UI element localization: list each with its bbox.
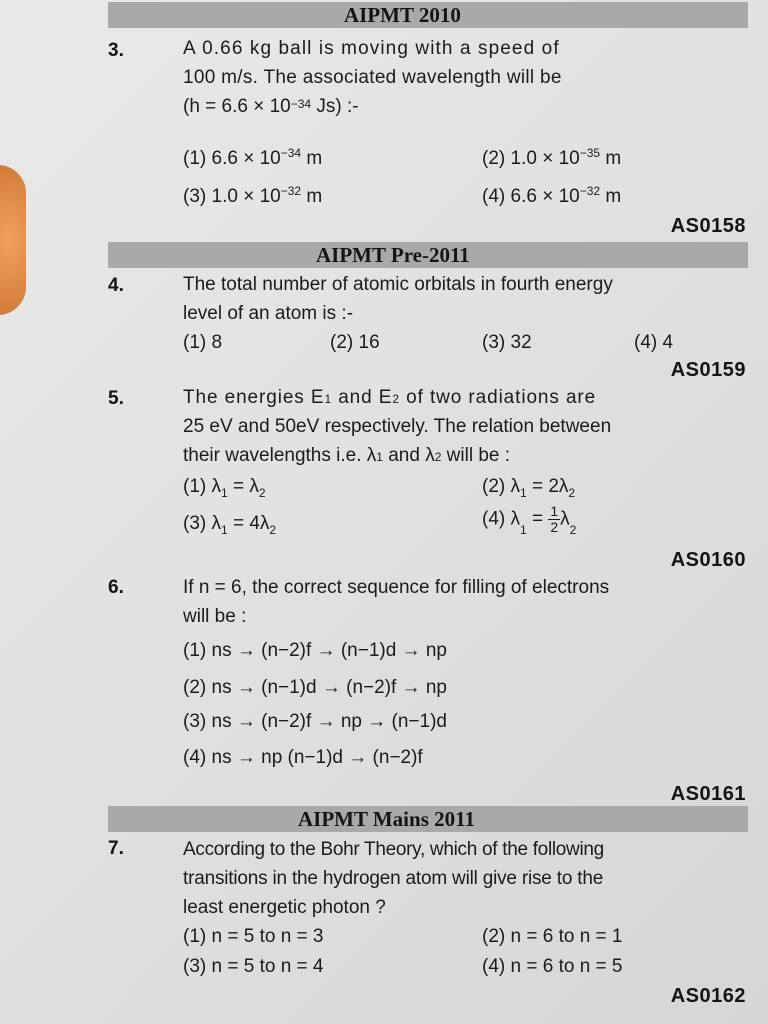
question-text-line xyxy=(183,441,753,470)
question-text-line: The total number of atomic orbitals in fourth energy xyxy=(183,274,613,295)
formula-text: Js) :- xyxy=(311,96,359,117)
exponent: −34 xyxy=(280,146,302,160)
exponent: −35 xyxy=(579,146,601,160)
option-unit: m xyxy=(600,148,622,169)
section-banner-aipmt-mains-2011 xyxy=(108,806,748,832)
text-fragment: = 4λ xyxy=(227,513,270,534)
option-label: (1) λ xyxy=(183,476,221,497)
option-label: (3) 1.0 × 10 xyxy=(183,186,281,207)
section-banner-aipmt-2010 xyxy=(108,2,748,28)
question-4-text xyxy=(183,270,753,328)
option-2[interactable] xyxy=(482,476,575,498)
fraction-numerator: 1 xyxy=(550,503,559,519)
subscript: 2 xyxy=(269,523,277,537)
question-text-line: According to the Bohr Theory, which of the following xyxy=(183,839,604,860)
text-fragment: and E xyxy=(332,387,393,408)
option-1[interactable]: (1) ns → (n−2)f → (n−1)d → np xyxy=(183,640,447,661)
exponent: −32 xyxy=(280,184,302,198)
option-unit: m xyxy=(301,186,323,207)
question-3-text xyxy=(183,34,753,121)
question-code: AS0158 xyxy=(670,215,746,237)
question-text-line: least energetic photon ? xyxy=(183,897,386,918)
text-fragment: and λ xyxy=(382,445,435,466)
option-3[interactable]: (3) n = 5 to n = 4 xyxy=(183,956,324,977)
section-title: AIPMT Pre-2011 xyxy=(316,243,470,267)
subscript: 1 xyxy=(221,523,228,537)
option-4[interactable] xyxy=(482,504,576,535)
question-text-line: 100 m/s. The associated wavelength will be xyxy=(183,67,562,88)
option-2[interactable] xyxy=(482,148,621,170)
subscript: 1 xyxy=(520,486,527,500)
question-code: AS0162 xyxy=(670,985,746,1007)
text-fragment: = xyxy=(526,508,549,530)
subscript: 2 xyxy=(434,450,442,464)
question-text-line: transitions in the hydrogen atom will give rise to the xyxy=(183,868,604,889)
question-text-line: level of an atom is :- xyxy=(183,303,354,324)
subscript: 1 xyxy=(221,486,228,500)
option-4[interactable]: (4) ns → np (n−1)d → (n−2)f xyxy=(183,747,423,768)
option-4[interactable]: (4) n = 6 to n = 5 xyxy=(482,956,623,977)
question-5-text xyxy=(183,383,753,470)
option-1[interactable] xyxy=(183,476,266,498)
option-4[interactable] xyxy=(482,186,621,208)
option-3[interactable] xyxy=(183,186,322,208)
text-fragment: The energies E xyxy=(183,387,325,408)
question-text-line: A 0.66 kg ball is moving with a speed of xyxy=(183,38,560,59)
question-number: 4. xyxy=(108,275,124,296)
question-code: AS0159 xyxy=(670,359,746,381)
option-unit: m xyxy=(600,186,622,207)
question-text-line: will be : xyxy=(183,606,247,627)
option-2[interactable]: (2) n = 6 to n = 1 xyxy=(482,926,623,947)
subscript: 2 xyxy=(258,486,266,500)
option-label: (3) λ xyxy=(183,513,221,534)
text-fragment: = 2λ xyxy=(526,476,569,497)
option-2[interactable]: (2) ns → (n−1)d → (n−2)f → np xyxy=(183,677,447,698)
question-6-text xyxy=(183,573,753,631)
option-3[interactable]: (3) 32 xyxy=(482,332,532,353)
option-1[interactable]: (1) n = 5 to n = 3 xyxy=(183,926,324,947)
option-3[interactable]: (3) ns → (n−2)f → np → (n−1)d xyxy=(183,711,447,732)
option-label: (2) 1.0 × 10 xyxy=(482,148,580,169)
fraction-denominator: 2 xyxy=(550,519,559,535)
option-3[interactable] xyxy=(183,513,276,535)
option-2[interactable]: (2) 16 xyxy=(330,332,380,353)
fraction xyxy=(548,504,560,535)
question-number: 7. xyxy=(108,838,124,859)
question-7-text xyxy=(183,835,753,922)
text-fragment: their wavelengths i.e. λ xyxy=(183,445,377,466)
option-label: (4) λ xyxy=(482,508,520,530)
question-number: 5. xyxy=(108,388,124,409)
option-label: (4) 6.6 × 10 xyxy=(482,186,580,207)
question-number: 3. xyxy=(108,40,124,61)
subscript: 2 xyxy=(568,486,576,500)
option-label: (2) λ xyxy=(482,476,520,497)
option-1[interactable] xyxy=(183,148,322,170)
question-number: 6. xyxy=(108,577,124,598)
question-text-line: 25 eV and 50eV respectively. The relation between xyxy=(183,416,612,437)
option-unit: m xyxy=(301,148,323,169)
text-fragment: = λ xyxy=(227,476,259,497)
section-title: AIPMT Mains 2011 xyxy=(298,807,475,831)
subscript: 1 xyxy=(376,450,383,464)
question-code: AS0161 xyxy=(670,783,746,805)
option-4[interactable]: (4) 4 xyxy=(634,332,674,353)
subscript: 1 xyxy=(324,392,333,406)
exponent: −32 xyxy=(579,184,601,198)
option-1[interactable]: (1) 8 xyxy=(183,332,223,353)
text-fragment: of two radiations are xyxy=(399,387,597,408)
question-code: AS0160 xyxy=(670,549,746,571)
question-text-line xyxy=(183,92,753,121)
subscript: 2 xyxy=(569,523,577,537)
thumb-finger xyxy=(0,165,26,315)
text-fragment: will be : xyxy=(441,445,511,466)
exponent: −34 xyxy=(290,97,312,111)
section-title: AIPMT 2010 xyxy=(344,3,461,27)
question-text-line xyxy=(183,383,753,412)
text-fragment: λ xyxy=(560,508,570,530)
option-label: (1) 6.6 × 10 xyxy=(183,148,281,169)
section-banner-aipmt-pre-2011 xyxy=(108,242,748,268)
subscript: 1 xyxy=(520,523,527,537)
subscript: 2 xyxy=(392,392,400,406)
formula-text: (h = 6.6 × 10 xyxy=(183,96,291,117)
question-text-line: If n = 6, the correct sequence for filling of electrons xyxy=(183,577,610,598)
